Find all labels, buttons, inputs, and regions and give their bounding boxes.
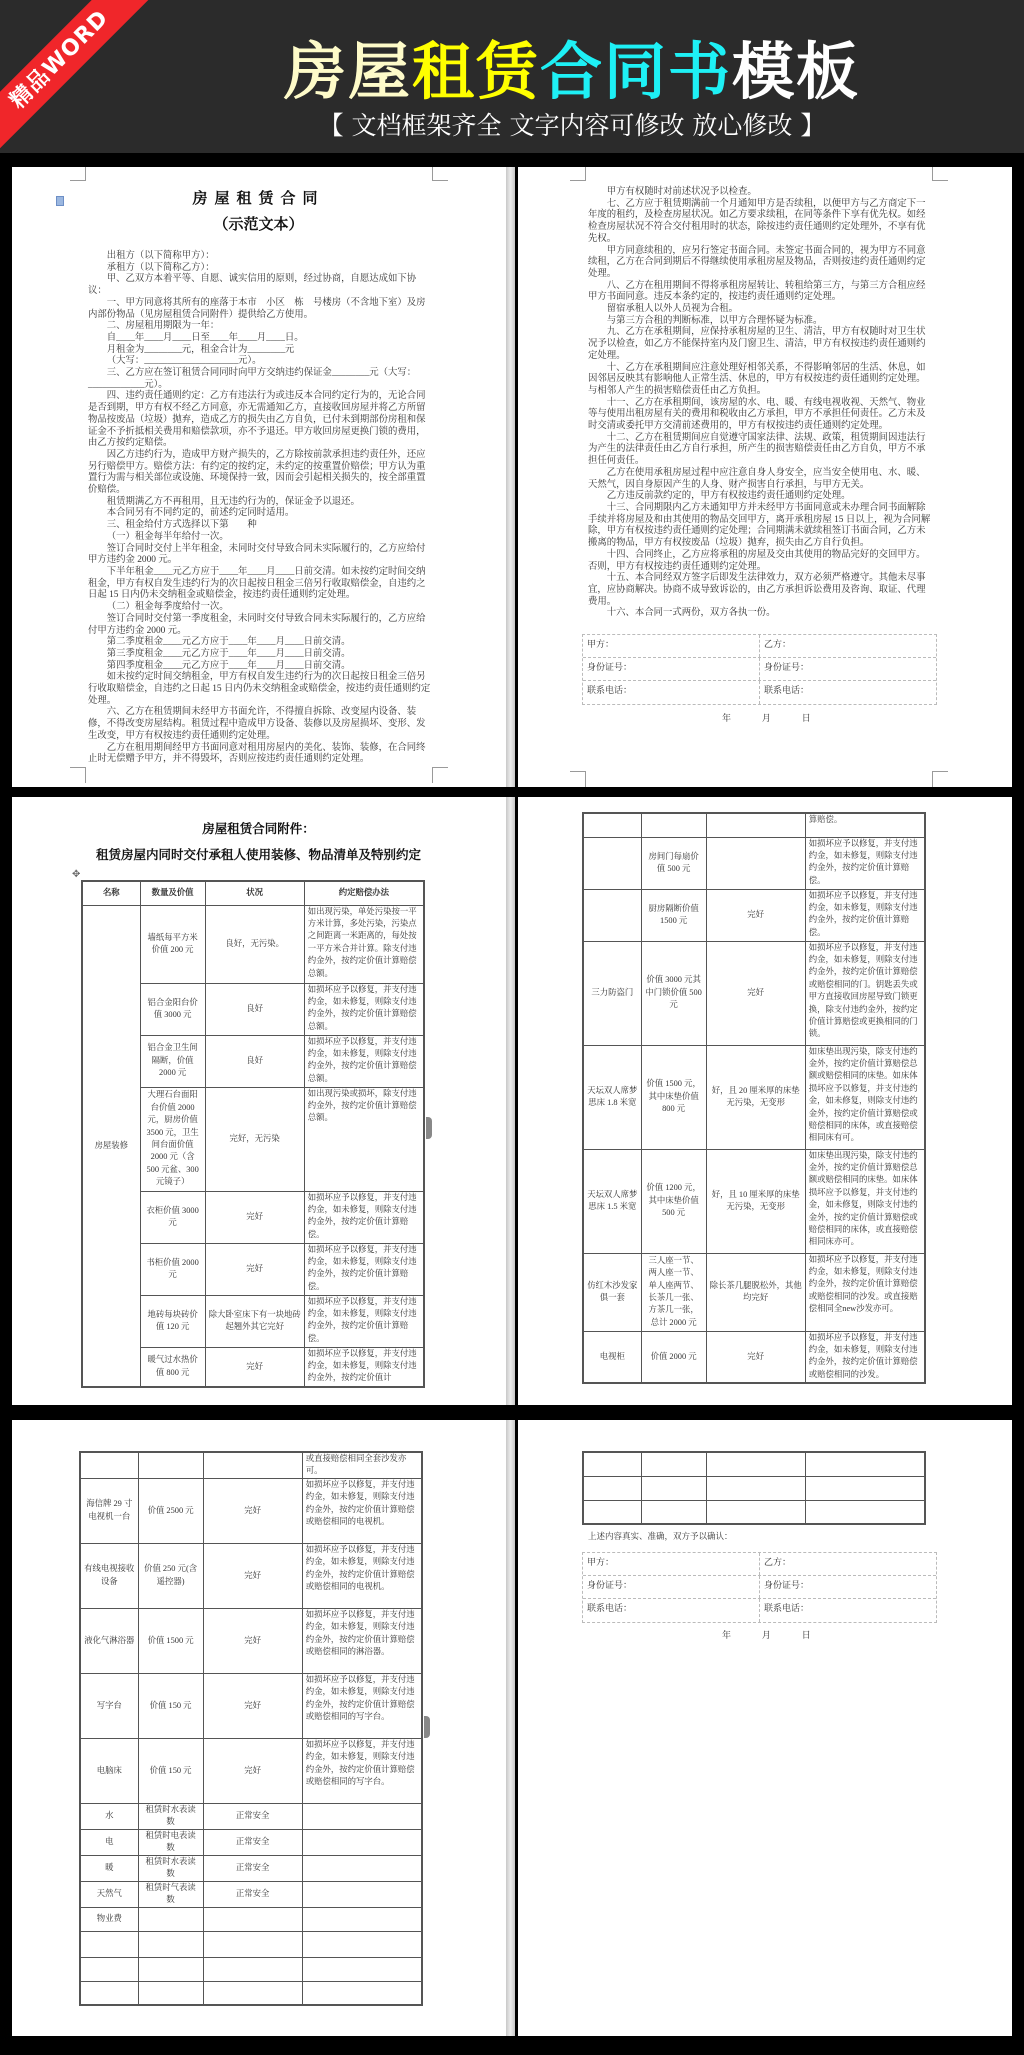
title-part-4: 模板 [732,35,861,108]
item-quantity-value [641,813,706,837]
table-row [80,1931,422,1957]
signature-field: 联系电话： [583,681,760,704]
signature-field: 联系电话： [583,1599,760,1622]
item-quantity-value [138,1957,203,1981]
margin-corner [570,167,586,181]
table-resize-handle[interactable] [426,1117,432,1139]
paragraph: 甲方有权随时对前述状况予以检查。 [606,187,757,197]
item-compensation: 如损坏应予以修复，并支付违约金，如未修复，则除支付违约金外，按约定价值计算赔偿。 [805,837,925,889]
item-name [583,813,641,837]
paragraph: 留宿承租人以外人员视为合租。 [606,304,739,315]
item-name: 天然气 [80,1881,138,1907]
paragraph: 十三、合同期限内乙方未通知甲方并未经甲方书面同意或未办理合同书面解除手续并将房屋及和由其使用的物品交回甲方，离开承租房屋 15 日以上，视为合同解除，甲方有权按违约责任通则约定处理；合同期满未就续租签订书面合同，乙方未搬离的物品，甲方有权按废品（垃圾）抛弃，损失由乙方自行负担。 [588,502,931,549]
promo-banner [0,0,1024,153]
paragraph: 十五、本合同经双方签字后即发生法律效力，双方必须严格遵守。其他未尽事宜，应协商解决。协商不成导致诉讼的，由乙方承担诉讼费用及咨询、取证、代理费用。 [588,573,926,607]
item-status: 完好 [203,1543,302,1608]
item-compensation: 如损坏应予以修复，并支付违约金，如未修复，则除支付违约金外，按约定价值计算赔偿或赔偿相同的电视机。 [302,1543,422,1608]
table-row [80,1673,422,1738]
table-row [80,1829,422,1855]
item-name: 物业费 [80,1907,138,1931]
margin-corner [432,767,448,783]
item-compensation: 如损坏应予以修复，并支付违约金，如未修复，则除支付违约金外，按约定价值计算赔偿。 [805,889,925,941]
paragraph: 因乙方违约行为，造成甲方财产损失的，乙方除按前款承担违约责任外，还应另行赔偿甲方。赔偿方法：有约定的按约定，未约定的按重置价赔偿；甲方认为重置行为需与相关部位或设施、环境保持一致，因而会引起相关损失的，按全部重置价赔偿。 [88,449,426,496]
empty-cell [706,1452,805,1476]
item-quantity-value [138,1981,203,2005]
empty-cell [583,1476,641,1500]
empty-cell [706,1500,805,1524]
paragraph: 下半年租金____元乙方应于____年____月____日前交清。如未按约定时间交纳租金，甲方有权自发生违约行为的次日起按日租金三倍另行收取赔偿金，自违约之日起 15 日内仍未交纳租金或赔偿金，按违约责任通则约定处理。 [88,566,426,601]
signature-field: 乙方： [764,639,792,649]
table-row [80,1608,422,1673]
item-status: 完好 [706,941,805,1045]
paragraph: 乙方在租用期间经甲方书面同意对租用房屋内的美化、装饰、装修，在合同终止时无偿赠予甲方，并不得毁坏，否则应按违约责任通则约定处理。 [88,742,426,765]
table-row [80,1478,422,1543]
empty-cell [583,1452,641,1476]
table-row [80,1957,422,1981]
paragraph: （大写：____________________元）。 [106,356,262,367]
paragraph: 乙方在使用承租房屋过程中应注意自身人身安全，应当安全使用电、水、暖、天然气，因自身原因产生的人身、财产损害自行承担，与甲方无关。 [588,467,926,490]
item-status: 好，且 10 厘米厚的床垫无污染，无变形 [706,1149,805,1253]
item-quantity-value: 墙纸每平方米价值 200 元 [140,905,205,983]
paragraph: 乙方违反前款约定的，甲方有权按违约责任通则约定处理。 [606,491,851,502]
empty-table-row [583,1500,925,1524]
paragraph: 第四季度租金____元乙方应于____年____月____日前交清。 [106,660,351,671]
item-quantity-value: 价值 1500 元 [138,1608,203,1673]
empty-cell [641,1500,706,1524]
item-name: 写字台 [80,1673,138,1738]
page-gutter [506,167,515,787]
paragraph: 十四、合同终止，乙方应将承租的房屋及交由其使用的物品完好的交回甲方。否则，甲方有权按违约责任通则约定处理。 [588,549,926,572]
paragraph: 十一、乙方在承租期间，该房屋的水、电、暖、有线电视收视、天然气、物业等与使用出租房屋有关的费用和税收由乙方承担，甲方不承担任何责任。乙方未及时交清或委托甲方交清前述费用的，甲方有权按违约责任通则约定处理。 [588,397,926,432]
item-quantity-value: 租赁时电表读数 [138,1829,203,1855]
table-row [80,1738,422,1803]
item-quantity-value: 价值 150 元 [138,1673,203,1738]
signature-row [583,1576,936,1599]
signature-row [583,1553,936,1576]
banner-title [0,22,1024,111]
page-2 [518,167,1012,787]
item-status [203,1931,302,1957]
paragraph: 四、违约责任通则约定：乙方有违法行为或违反本合同约定行为的，无论合同是否到期，甲方有权不经乙方同意，亦无需通知乙方，直接收回房屋并将乙方所留物品按废品（垃圾）抛弃，造成乙方的损失由乙方自负，已付未到期部份房租和保证金不予折抵相关费用和赔偿款项，亦不予退还。甲方收回房屋更换门锁的费用，由乙方按约定赔偿。 [88,391,426,449]
signature-date: 年 月 日 [722,1631,811,1641]
title-part-2: 租赁 [411,35,540,108]
item-status: 完好 [205,1243,304,1295]
paragraph: 甲方同意续租的，应另行签定书面合同。未签定书面合同的，视为甲方不同意续租，乙方在合同到期后不得继续使用承租房屋及物品，否则按违约责任通则约定处理。 [588,245,926,279]
ribbon-badge: 精品WORD [0,0,159,153]
item-compensation: 如损坏应予以修复，并支付违约金，如未修复，则除支付违约金外，按约定价值计 [304,1347,424,1387]
signature-field: 身份证号： [764,662,810,672]
item-name [80,1452,138,1478]
page-6 [518,1420,1012,2036]
item-quantity-value: 租赁时气表读数 [138,1881,203,1907]
item-status: 正常安全 [203,1803,302,1829]
signature-field: 乙方： [764,1557,792,1567]
item-status: 完好 [203,1478,302,1543]
contract-subtitle: （示范文本） [213,215,304,233]
title-part-1: 房屋 [283,35,412,108]
item-compensation [302,1803,422,1829]
item-compensation [302,1907,422,1931]
item-quantity-value [138,1907,203,1931]
paragraph: 十二、乙方在租赁期间应自觉遵守国家法律、法规、政策，租赁期间因违法行为产生的法律责任由乙方自行承担，所产生的损害赔偿责任由乙方自负，甲方不承担任何责任。 [588,432,926,467]
item-status [203,1452,302,1478]
page-1 [12,167,506,787]
inventory-table-end [582,1451,926,1525]
item-compensation: 如损坏应予以修复，并支付违约金，如未修复，则除支付违约金外，按约定价值计算赔偿或赔偿相同的沙发。 [805,1331,925,1383]
paragraph: 如未按约定时间交纳租金，甲方有权自发生违约行为的次日起按日租金三倍另行收取赔偿金，自违约之日起 15 日内仍未交纳租金或赔偿金，按违约责任通则约定处理。 [88,672,431,706]
paragraph: 六、乙方在租赁期间未经甲方书面允许，不得擅自拆除、改变屋内设备、装修，不得改变房屋结构。租赁过程中造成甲方设备、装修以及房屋损坏、变形、发生改变，甲方有权按违约责任通则约定处理。 [88,707,426,741]
item-name: 水 [80,1803,138,1829]
item-compensation [302,1855,422,1881]
inventory-table [81,880,425,1388]
item-status: 正常安全 [203,1829,302,1855]
signature-field: 身份证号： [583,1576,760,1598]
table-row [80,1543,422,1608]
paragraph: 与第三方合租的判断标准，以甲方合理怀疑为标准。 [606,315,823,326]
confirmation-text: 上述内容真实、准确，双方予以确认： [588,1532,733,1542]
paragraph: 甲、乙双方本着平等、自愿、诚实信用的原则，经过协商，自愿达成如下协议： [88,274,417,297]
item-compensation: 如损坏应予以修复，并支付违约金，如未修复，则除支付违约金外，按约定价值计算赔偿。 [304,1191,424,1243]
item-quantity-value: 大理石台面阳台价值 2000 元，厨房价值 3500 元，卫生间台面价值 2000 元（含 500 元盆、300 元镜子） [140,1087,205,1191]
paragraph: 承租方（以下简称乙方）： [106,262,215,273]
paragraph: 二、房屋租用期限为一年： [106,321,220,332]
paragraph: 签订合同时交付上半年租金，未同时交付导致合同未实际履行的，乙方应给付甲方违约金 2000 元。 [88,543,426,566]
contract-body-continued [588,187,934,620]
item-compensation: 算赔偿。 [805,813,925,837]
paragraph: 三、乙方应在签订租赁合同同时向甲方交纳违约保证金________元（大写：____________元）。 [88,368,417,390]
empty-cell [805,1452,925,1476]
item-quantity-value: 厨房隔断价值 1500 元 [641,889,706,941]
annex-title: 房屋租赁合同附件： [202,822,315,836]
column-header: 约定赔偿办法 [304,881,424,905]
item-quantity-value: 暖气过水热价值 800 元 [140,1347,205,1387]
empty-cell [583,1500,641,1524]
signature-row [583,635,936,658]
signature-date: 年 月 日 [722,714,811,724]
item-compensation: 如损坏应予以修复，并支付违约金，如未修复，则除支付违约金外，按约定价值计算赔偿总额。 [304,1035,424,1087]
margin-corner [70,767,86,783]
item-compensation: 如损坏应予以修复，并支付违约金，如未修复，则除支付违约金外，按约定价值计算赔偿或赔偿相同的电视机。 [302,1478,422,1543]
table-row [583,941,925,1045]
item-status: 完好 [706,889,805,941]
signature-field: 联系电话： [764,1603,810,1613]
table-row [583,1149,925,1253]
empty-cell [641,1476,706,1500]
item-quantity-value: 房间门每扇价值 500 元 [641,837,706,889]
margin-corner [70,167,86,181]
item-status [203,1981,302,2005]
item-quantity-value [138,1931,203,1957]
table-row [583,889,925,941]
table-header-row [82,881,424,905]
signature-field: 身份证号： [764,1580,810,1590]
paragraph: 十六、本合同一式两份，双方各执一份。 [606,608,776,619]
item-quantity-value: 价值 1500 元，其中床垫价值 800 元 [641,1045,706,1149]
item-compensation [302,1957,422,1981]
page-3 [12,797,506,1405]
empty-cell [805,1500,925,1524]
column-header: 数量及价值 [140,881,205,905]
item-status: 完好，无污染 [205,1087,304,1191]
item-compensation: 如床垫出现污染，除支付违约金外，按约定价值计算赔偿总额或赔偿相同的床垫。如床体损坏应予以修复，并支付违约金，如未修复，则除支付违约金外，按约定价值计算赔偿或赔偿相同的床体，或直接赔偿相同床有可。 [805,1045,925,1149]
margin-corner [432,167,448,181]
item-status: 良好 [205,983,304,1035]
item-compensation: 如损坏应予以修复，并支付违约金，如未修复，则除支付违约金外，按约定价值计算赔偿或赔偿相同的淋浴器。 [302,1608,422,1673]
item-name: 液化气淋浴器 [80,1608,138,1673]
item-quantity-value: 铝合金阳台价值 3000 元 [140,983,205,1035]
paragraph: 三、租金给付方式选择以下第 种 [106,520,257,531]
item-quantity-value: 租赁时水表读数 [138,1803,203,1829]
item-compensation: 如损坏应予以修复，并支付违约金，如未修复，则除支付违约金外，按约定价值计算赔偿或赔偿相同的写字台。 [302,1673,422,1738]
paragraph: 自____年____月____日至____年____月____日。 [106,332,304,343]
item-name [583,889,641,941]
empty-table-row [583,1476,925,1500]
item-compensation: 如损坏应予以修复，并支付违约金，如未修复，则除支付违约金外，按约定价值计算赔偿。 [304,1243,424,1295]
item-name [80,1957,138,1981]
item-compensation: 如床垫出现污染，除支付违约金外，按约定价值计算赔偿总额或赔偿相同的床垫。如床体损坏应予以修复，并支付违约金，如未修复，则除支付违约金外，按约定价值计算赔偿或赔偿相同的床体，或直接赔偿相同床亦可。 [805,1149,925,1253]
item-status [203,1907,302,1931]
item-name: 海信牌 29 寸电视机一台 [80,1478,138,1543]
paragraph: 十、乙方在承租期间应注意处理好相邻关系，不得影响邻居的生活、休息，如因邻居反映其有影响他人正常生活、休息的，甲方有权按违约责任通则约定处理。与相邻人产生的损害赔偿责任由乙方负担。 [588,362,926,396]
page-gutter [506,797,515,1405]
paragraph: 出租方（以下简称甲方）： [106,251,215,261]
item-name [80,1931,138,1957]
page-5 [12,1420,506,2036]
item-status: 完好 [203,1673,302,1738]
item-name: 天坛双人席梦思床 1.5 米宽 [583,1149,641,1253]
paragraph: 签订合同时交付第一季度租金，未同时交付导致合同未实际履行的，乙方应给付甲方违约金 2000 元。 [88,613,426,636]
item-name [80,1981,138,2005]
paragraph: 一、甲方同意将其所有的座落于本市 小区 栋 号楼房（不含地下室）及房内部份物品（见房屋租赁合同附件）提供给乙方使用。 [88,297,426,320]
item-quantity-value: 价值 1200 元，其中床垫价值 500 元 [641,1149,706,1253]
table-row [583,1045,925,1149]
item-compensation [302,1881,422,1907]
paragraph: 七、乙方应于租赁期满前一个月通知甲方是否续租，以便甲方与乙方商定下一年度的租约，及检查房屋状况。如乙方要求续租，在同等条件下享有优先权。如经检查房屋状况不符合交付租用时的状态，除按违约责任通则约定处理外，不享有优先权。 [588,198,926,244]
column-header: 名称 [82,881,140,905]
banner-subtitle: 【 文档框架齐全 文字内容可修改 放心修改 】 [318,111,826,140]
margin-corner [570,771,586,787]
page-4 [518,797,1012,1405]
annex-subtitle: 租赁房屋内同时交付承租人使用装修、物品清单及特别约定 [95,848,421,862]
item-status: 好，且 20 厘米厚的床垫无污染，无变形 [706,1045,805,1149]
paragraph: 第三季度租金____元乙方应于____年____月____日前交清。 [106,648,351,659]
table-row [80,1981,422,2005]
table-row [80,1855,422,1881]
inventory-table-continued [79,1451,423,2006]
page-gutter [506,1420,515,2036]
item-compensation: 如损坏应予以修复，并支付违约金，如未修复，则除支付违约金外，按约定价值计算赔偿总额。 [304,983,424,1035]
item-name: 房屋装修 [82,905,140,1387]
margin-corner [932,167,948,181]
empty-cell [641,1452,706,1476]
item-compensation: 如损坏应予以修复，并支付违约金，如未修复，则除支付违约金外，按约定价值计算赔偿。 [304,1295,424,1347]
column-header: 状况 [205,881,304,905]
item-name: 电脑床 [80,1738,138,1803]
paragraph: 第二季度租金____元乙方应于____年____月____日前交清。 [106,637,351,648]
table-move-icon[interactable]: ✥ [72,869,81,880]
item-compensation [302,1829,422,1855]
signature-row [583,681,936,704]
item-status: 良好，无污染。 [205,905,304,983]
item-quantity-value: 地砖每块砖价值 120 元 [140,1295,205,1347]
title-part-3: 合同书 [540,35,733,108]
paragraph: （一）租金每半年给付一次。 [106,531,229,542]
item-status: 完好 [205,1191,304,1243]
paragraph: 八、乙方在租用期间不得将承租房屋转让、转租给第三方，与第三方合租应经甲方书面同意。违反本条约定的，按违约责任通则约定处理。 [588,280,926,303]
item-status [203,1957,302,1981]
item-compensation [302,1981,422,2005]
table-row [583,1331,925,1383]
item-quantity-value: 三人座一节、两人座一节、单人座两节、长茶几一张、方茶几一张，总计 2000 元 [641,1253,706,1331]
item-status: 除大卧室床下有一块地砖起翘外其它完好 [205,1295,304,1347]
item-compensation: 如损坏应予以修复，并支付违约金，如未修复，则除支付违约金外，按约定价值计算赔偿或赔偿相同的沙发。或直接赔偿相同全new沙发亦可。 [805,1253,925,1331]
paragraph: 租赁期满乙方不再租用，且无违约行为的，保证金予以退还。 [106,496,360,507]
table-row [80,1452,422,1478]
signature-field: 甲方： [583,635,760,657]
item-status: 完好 [203,1608,302,1673]
table-row [583,813,925,837]
table-row [583,837,925,889]
signature-field: 身份证号： [583,658,760,680]
item-compensation: 如损坏应予以修复，并支付违约金，如未修复，则除支付违约金外，按约定价值计算赔偿或赔偿相同的写字台。 [302,1738,422,1803]
paragraph: 月租金为________元，租金合计为________元 [106,344,295,355]
table-row [80,1881,422,1907]
item-compensation: 如出现污染或损坏，除支付违约金外，按约定价值计算赔偿总额。 [304,1087,424,1191]
item-quantity-value: 价值 3000 元其中门锁价值 500 元 [641,941,706,1045]
item-quantity-value: 衣柜价值 3000 元 [140,1191,205,1243]
margin-corner [932,771,948,787]
item-compensation: 如出现污染，单处污染按一平方米计算，多处污染，污染点之间距离一米距离的，每处按一平方米合并计算。除支付违约金外，按约定价值计算赔偿总额。 [304,905,424,983]
contract-body [88,251,434,766]
paragraph: （二）租金每季度给付一次。 [106,602,229,613]
signature-table [582,1552,937,1623]
item-name: 有线电视接收设备 [80,1543,138,1608]
inventory-table-continued [582,812,926,1384]
item-name: 暖 [80,1855,138,1881]
item-compensation [302,1931,422,1957]
item-status [706,837,805,889]
item-status: 除长茶几腿脱松外，其他均完好 [706,1253,805,1331]
item-name: 电 [80,1829,138,1855]
table-row [80,1907,422,1931]
signature-field: 甲方： [583,1553,760,1575]
item-status: 正常安全 [203,1881,302,1907]
empty-table-row [583,1452,925,1476]
item-quantity-value: 铝合金卫生间隔断，价值 2000 元 [140,1035,205,1087]
item-name: 电视柜 [583,1331,641,1383]
empty-cell [706,1476,805,1500]
item-name: 天坛双人席梦思床 1.8 米宽 [583,1045,641,1149]
table-row [583,1253,925,1331]
item-status [706,813,805,837]
table-resize-handle[interactable] [424,1716,430,1738]
table-row [82,905,424,983]
item-status: 完好 [203,1738,302,1803]
item-status: 完好 [205,1347,304,1387]
signature-table [582,634,937,705]
item-status: 完好 [706,1331,805,1383]
empty-cell [805,1476,925,1500]
signature-row [583,1599,936,1622]
signature-field: 联系电话： [764,685,810,695]
signature-row [583,658,936,681]
paragraph: 本合同另有不同约定的，前述约定同时适用。 [106,508,295,519]
item-name [583,837,641,889]
item-quantity-value: 书柜价值 2000 元 [140,1243,205,1295]
item-quantity-value: 价值 150 元 [138,1738,203,1803]
item-quantity-value: 价值 250 元(含遥控器) [138,1543,203,1608]
item-quantity-value: 价值 2500 元 [138,1478,203,1543]
item-compensation: 如损坏应予以修复，并支付违约金，如未修复，则除支付违约金外，按约定价值计算赔偿或赔偿相同的门。钥匙丢失或甲方直接收回房屋导致门锁更换，除支付违约金外，按约定价值计算赔偿或更换相同的门锁。 [805,941,925,1045]
item-quantity-value: 租赁时水表读数 [138,1855,203,1881]
item-quantity-value [138,1452,203,1478]
contract-title: 房屋租赁合同 [192,189,325,207]
item-quantity-value: 价值 2000 元 [641,1331,706,1383]
item-name: 仿红木沙发家俱一套 [583,1253,641,1331]
item-status: 良好 [205,1035,304,1087]
item-compensation: 或直接赔偿相同全套沙发亦可。 [302,1452,422,1478]
item-status: 正常安全 [203,1855,302,1881]
item-name: 三力防盗门 [583,941,641,1045]
paragraph: 九、乙方在承租期间，应保持承租房屋的卫生、清洁，甲方有权随时对卫生状况予以检查，如乙方不能保持室内及门窗卫生、清洁，甲方有权按违约责任通则约定处理。 [588,327,926,361]
table-row [80,1803,422,1829]
